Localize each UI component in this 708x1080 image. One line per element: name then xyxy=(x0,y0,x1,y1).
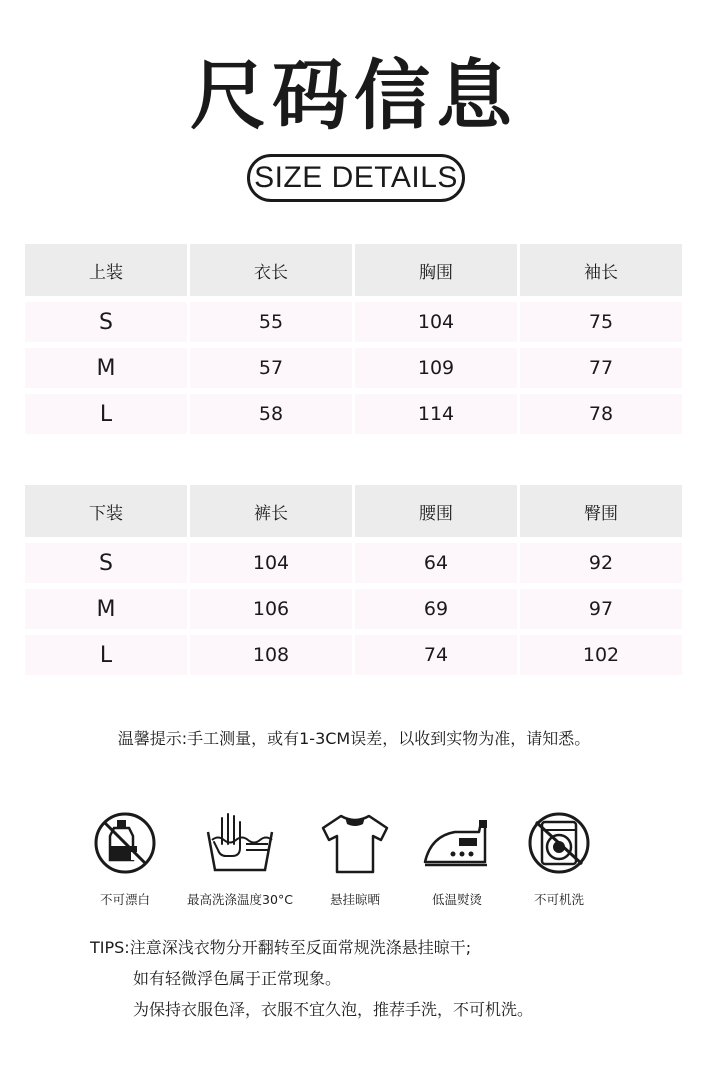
header-cell: 臀围 xyxy=(520,485,682,537)
care-item xyxy=(402,810,512,908)
tips-line: 为保持衣服色泽，衣服不宜久泡，推荐手洗，不可机洗。 xyxy=(133,1000,534,1019)
size-label: S xyxy=(25,543,187,583)
table-cell: 106 xyxy=(190,589,352,629)
table-row xyxy=(25,543,682,583)
size-label: S xyxy=(25,302,187,342)
no-bleach-icon xyxy=(90,810,160,876)
table-cell: 58 xyxy=(190,394,352,434)
care-item xyxy=(504,810,614,908)
bottom-size-table xyxy=(25,485,682,681)
table-cell: 104 xyxy=(190,543,352,583)
hang-dry-icon xyxy=(317,810,393,876)
table-cell: 108 xyxy=(190,635,352,675)
table-cell: 64 xyxy=(355,543,517,583)
tips-line: 如有轻微浮色属于正常现象。 xyxy=(133,969,342,988)
table-cell: 97 xyxy=(520,589,682,629)
table-cell: 104 xyxy=(355,302,517,342)
care-item xyxy=(300,810,410,908)
tips-block xyxy=(90,932,533,1025)
care-label: 低温熨烫 xyxy=(431,892,482,907)
size-label: L xyxy=(25,635,187,675)
care-item xyxy=(185,810,295,908)
care-label: 不可机洗 xyxy=(533,892,584,907)
table-cell: 74 xyxy=(355,635,517,675)
table-cell: 92 xyxy=(520,543,682,583)
page-title: 尺码信息 xyxy=(190,51,518,140)
table-cell: 114 xyxy=(355,394,517,434)
care-label: 不可漂白 xyxy=(99,892,150,907)
table-row xyxy=(25,589,682,629)
header-cell: 胸围 xyxy=(355,244,517,296)
table-cell: 77 xyxy=(520,348,682,388)
table-row xyxy=(25,302,682,342)
table-cell: 102 xyxy=(520,635,682,675)
table-cell: 75 xyxy=(520,302,682,342)
table-header-row xyxy=(25,485,682,537)
table-row xyxy=(25,394,682,434)
table-cell: 57 xyxy=(190,348,352,388)
header-cell: 衣长 xyxy=(190,244,352,296)
header-cell: 袖长 xyxy=(520,244,682,296)
subtitle-badge: SIZE DETAILS xyxy=(247,154,465,202)
table-cell: 78 xyxy=(520,394,682,434)
table-cell: 109 xyxy=(355,348,517,388)
table-cell: 55 xyxy=(190,302,352,342)
size-label: L xyxy=(25,394,187,434)
header-cell: 上装 xyxy=(25,244,187,296)
table-header-row xyxy=(25,244,682,296)
table-cell: 69 xyxy=(355,589,517,629)
header-cell: 下装 xyxy=(25,485,187,537)
top-size-table xyxy=(25,244,682,440)
care-label: 最高洗涤温度30°C xyxy=(187,892,293,907)
low-iron-icon xyxy=(417,810,497,876)
header-cell: 腰围 xyxy=(355,485,517,537)
tips-line: TIPS:注意深浅衣物分开翻转至反面常规洗涤悬挂晾干; xyxy=(90,938,472,957)
care-item xyxy=(70,810,180,908)
hand-wash-icon xyxy=(200,810,280,876)
table-row xyxy=(25,635,682,675)
care-label: 悬挂晾晒 xyxy=(329,892,380,907)
no-machine-wash-icon xyxy=(524,810,594,876)
size-label: M xyxy=(25,348,187,388)
size-label: M xyxy=(25,589,187,629)
header-cell: 裤长 xyxy=(190,485,352,537)
table-row xyxy=(25,348,682,388)
measurement-note: 温馨提示:手工测量，或有1-3CM误差，以收到实物为准，请知悉。 xyxy=(117,729,591,748)
